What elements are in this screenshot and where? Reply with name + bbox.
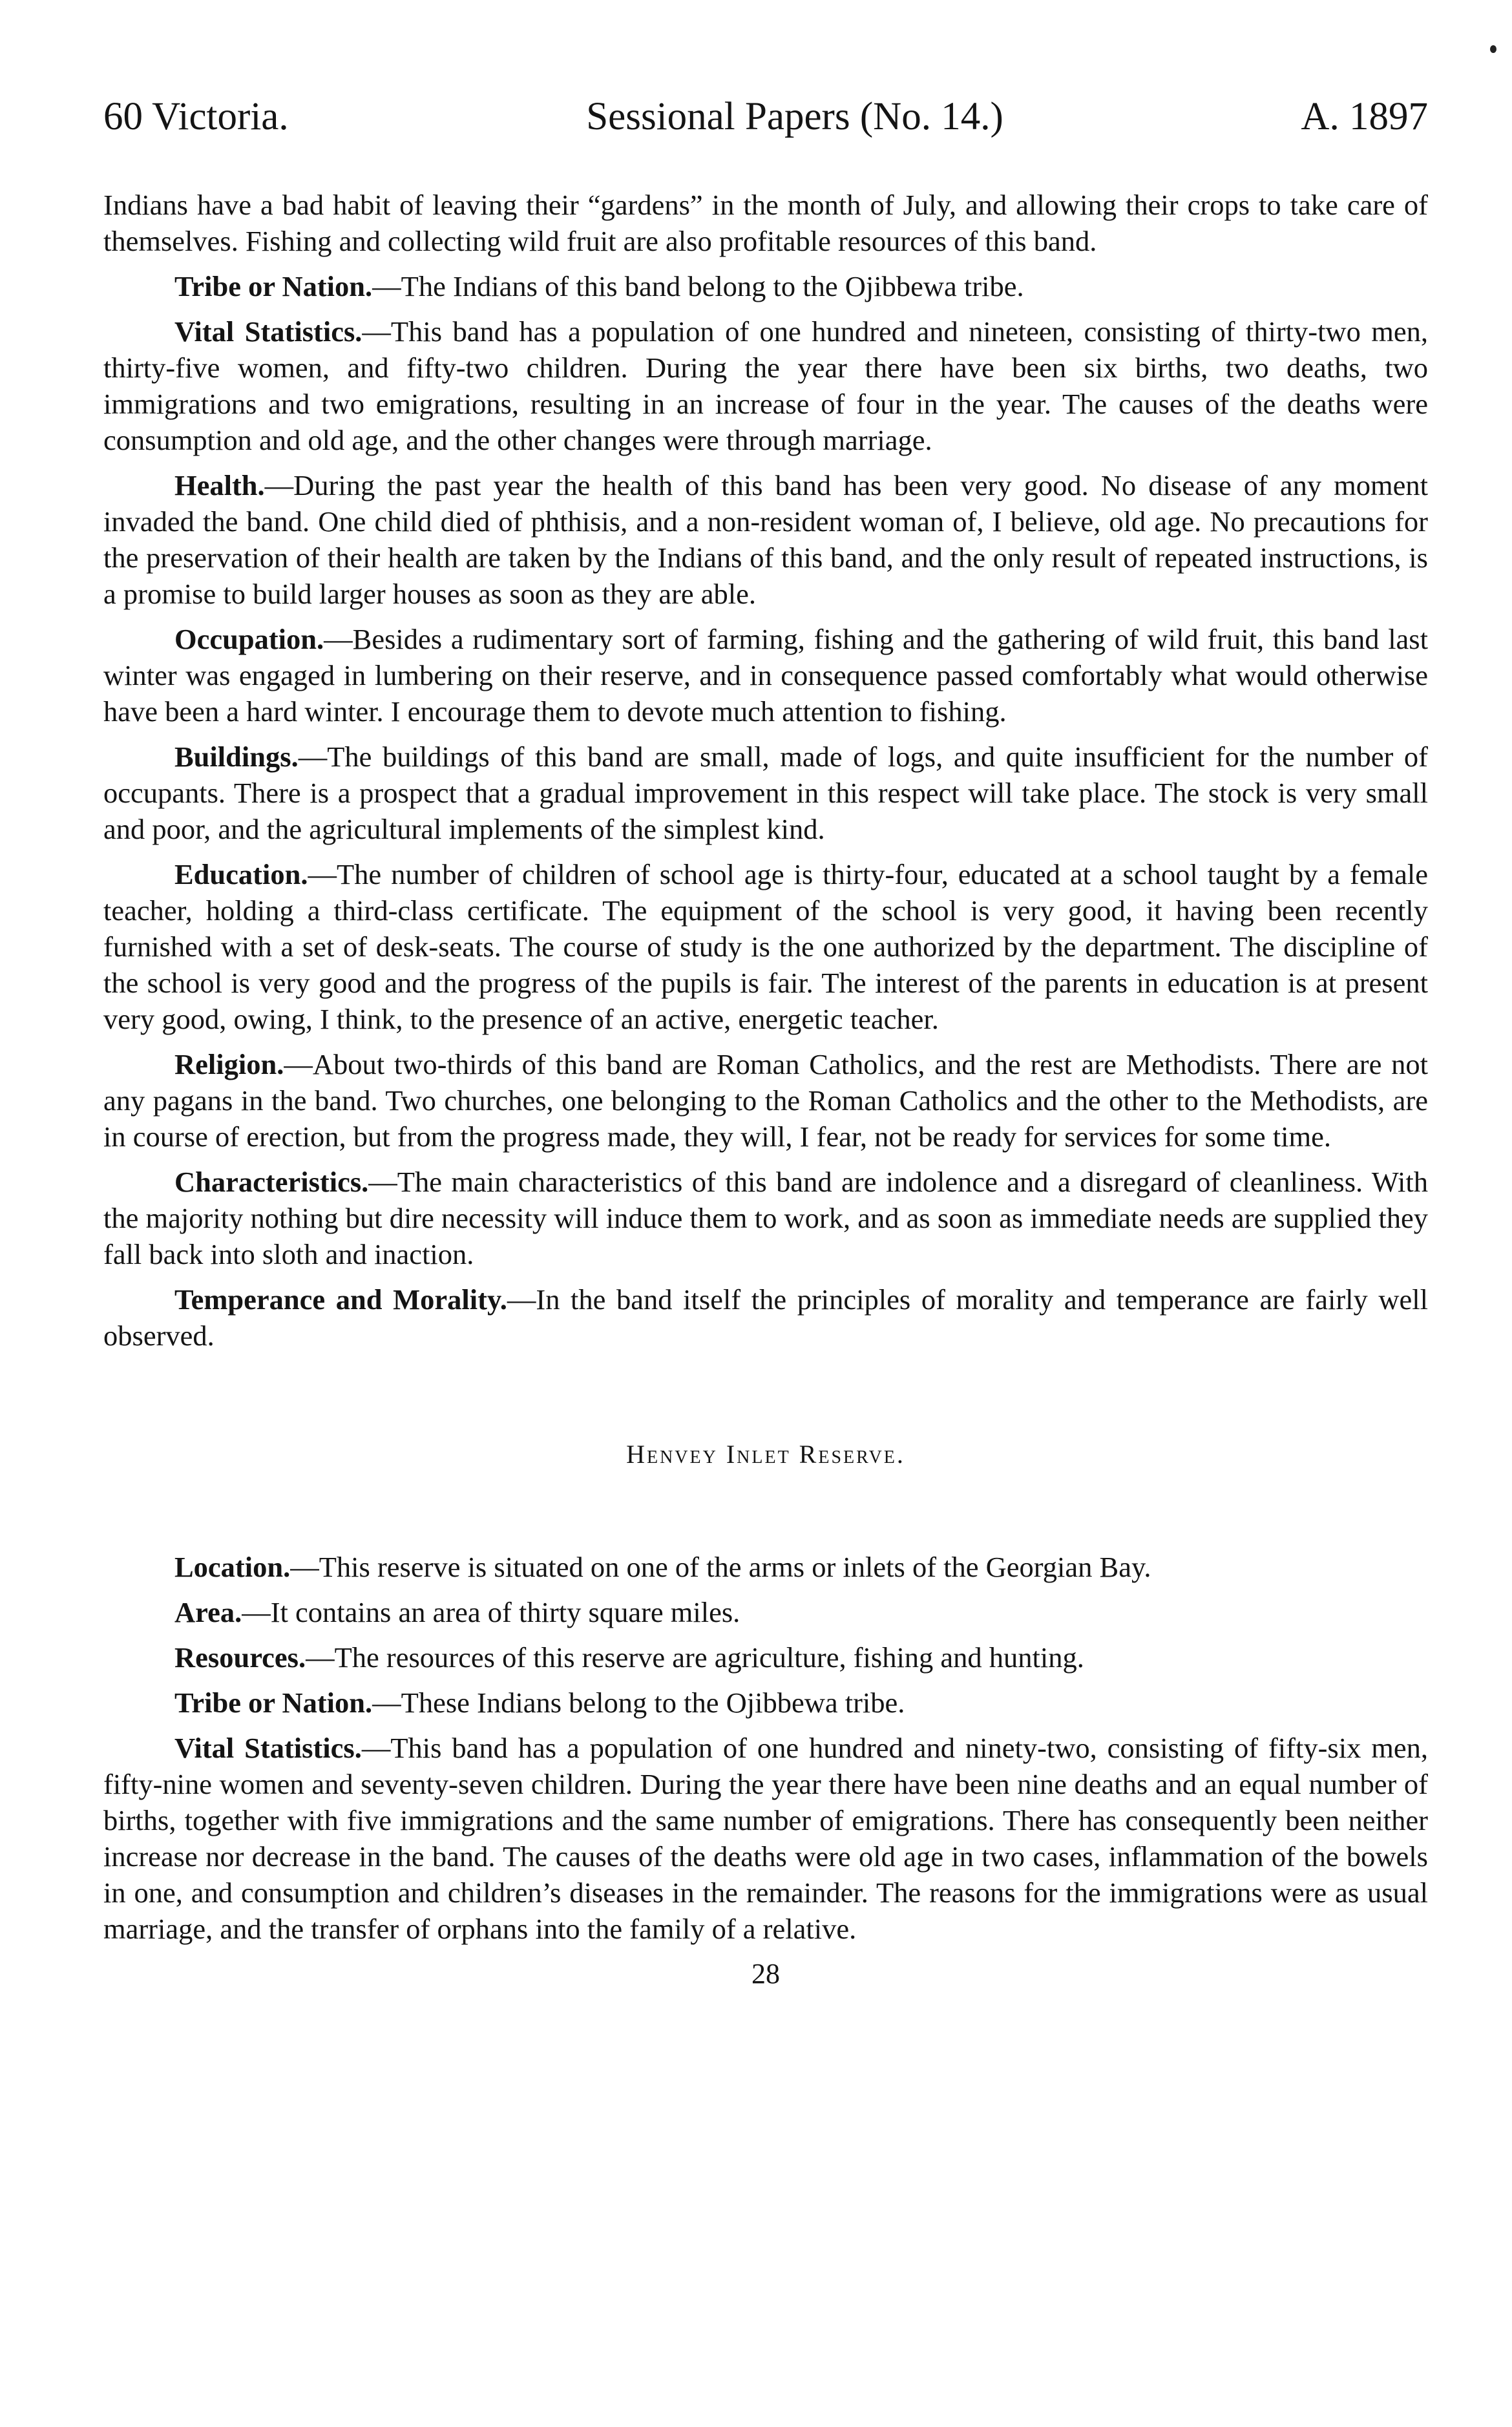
paragraph-text: —In the band itself the principles of morality and temperance are fairly well observed. xyxy=(103,1283,1428,1352)
paragraph-heading: Buildings. xyxy=(174,741,299,773)
paragraph-location xyxy=(103,1549,1428,1585)
paragraph-buildings xyxy=(103,739,1428,847)
paragraph-text: —The buildings of this band are small, made of logs, and quite insufficient for the number of occupants. There is a prospect that a gradual improvement in this respect will take place. The stock is very small and poor, and the agricultural implements of the simplest kind. xyxy=(103,741,1428,845)
paragraph-heading: Vital Statistics. xyxy=(174,1732,362,1764)
paragraph-text: —During the past year the health of this band has been very good. No disease of any moment invaded the band. One child died of phthisis, and a non-resident woman of, I believe, old age. No precautions for the preservation of their health are taken by the Indians of this band, and the only result of repeated instructions, is a promise to build larger houses as soon as they are able. xyxy=(103,469,1428,610)
page-number: 28 xyxy=(751,1958,780,1990)
header-year: A. 1897 xyxy=(1301,95,1428,138)
paragraph-text: —The number of children of school age is thirty-four, educated at a school taught by a female teacher, holding a third-class certificate. The equipment of the school is very good, it having been recently furnished with a set of desk-seats. The course of study is the one authorized by the department. The discipline of the school is very good and the progress of the pupils is fair. The interest of the parents in education is at present very good, owing, I think, to the presence of an active, energetic teacher. xyxy=(103,858,1428,1035)
paragraph-religion xyxy=(103,1046,1428,1155)
paragraph-heading: Characteristics. xyxy=(174,1166,369,1198)
paragraph-temperance xyxy=(103,1281,1428,1354)
ink-speck xyxy=(1490,45,1496,53)
paragraph-tribe-henvey xyxy=(103,1685,1428,1721)
paragraph-vital-statistics-henvey xyxy=(103,1730,1428,1947)
paragraph-education xyxy=(103,856,1428,1037)
paragraph-heading: Tribe or Nation. xyxy=(174,270,373,302)
paragraph-text: —The main characteristics of this band are indolence and a disregard of cleanliness. With the majority nothing but dire necessity will induce them to work, and as soon as immediate needs are supplied they fall back into sloth and inaction. xyxy=(103,1166,1428,1270)
header-title: Sessional Papers (No. 14.) xyxy=(586,95,1003,138)
paragraph-characteristics xyxy=(103,1164,1428,1272)
paragraph-heading: Health. xyxy=(174,469,265,501)
paragraph-heading: Religion. xyxy=(174,1048,284,1080)
paragraph-text: —The Indians of this band belong to the Ojibbewa tribe. xyxy=(372,270,1024,302)
paragraph-resources xyxy=(103,1639,1428,1676)
paragraph-heading: Occupation. xyxy=(174,623,324,655)
running-header xyxy=(103,97,1428,136)
paragraph-heading: Education. xyxy=(174,858,308,890)
paragraph-heading: Tribe or Nation. xyxy=(174,1686,373,1719)
paragraph-heading: Vital Statistics. xyxy=(174,315,362,348)
document-page xyxy=(103,97,1428,1992)
paragraph-heading: Resources. xyxy=(174,1641,306,1674)
paragraph-area xyxy=(103,1594,1428,1630)
paragraph-vital-statistics xyxy=(103,313,1428,458)
paragraph-heading: Area. xyxy=(174,1596,242,1628)
paragraph-occupation xyxy=(103,621,1428,730)
section-title: Henvey Inlet Reserve. xyxy=(626,1440,905,1469)
paragraph-heading: Location. xyxy=(174,1551,291,1583)
paragraph-health xyxy=(103,467,1428,612)
paragraph-text: —This band has a population of one hundred and ninety-two, consisting of fifty-six men, fifty-nine women and seventy-seven children. During the year there have been nine deaths and an equal number of births, together with five immigrations and the same number of emigrations. There has consequently been neither increase nor decrease in the band. The causes of the deaths were old age in two cases, inflammation of the bowels in one, and consumption and children’s diseases in the remainder. The reasons for the immigrations were as usual marriage, and the transfer of orphans into the family of a relative. xyxy=(103,1732,1428,1945)
continuation-paragraph: Indians have a bad habit of leaving their “gardens” in the month of July, and allowing their crops to take care of themselves. Fishing and collecting wild fruit are also profitable resources of this band. xyxy=(103,189,1428,257)
paragraph-text: —This band has a population of one hundred and nineteen, consisting of thirty-two men, thirty-five women, and fifty-two children. During the year there have been six births, two deaths, two immigrations and two emigrations, resulting in an increase of four in the year. The causes of the deaths were consumption and old age, and the other changes were through marriage. xyxy=(103,315,1428,456)
header-session: 60 Victoria. xyxy=(103,95,289,138)
paragraph-text: —These Indians belong to the Ojibbewa tribe. xyxy=(372,1686,905,1719)
paragraph-text: —Besides a rudimentary sort of farming, fishing and the gathering of wild fruit, this band last winter was engaged in lumbering on their reserve, and in consequence passed comfortably what would otherwise have been a hard winter. I encourage them to devote much attention to fishing. xyxy=(103,623,1428,728)
paragraph-text: —It contains an area of thirty square miles. xyxy=(242,1596,740,1628)
paragraph-text: —This reserve is situated on one of the arms or inlets of the Georgian Bay. xyxy=(290,1551,1151,1583)
body-text xyxy=(103,187,1428,1992)
paragraph-tribe xyxy=(103,268,1428,304)
paragraph-text: —About two-thirds of this band are Roman Catholics, and the rest are Methodists. There are not any pagans in the band. Two churches, one belonging to the Roman Catholics and the other to the Methodists, are in course of erection, but from the progress made, they will, I fear, not be ready for services for some time. xyxy=(103,1048,1428,1153)
paragraph-heading: Temperance and Morality. xyxy=(174,1283,507,1316)
paragraph-text: —The resources of this reserve are agriculture, fishing and hunting. xyxy=(306,1641,1084,1674)
